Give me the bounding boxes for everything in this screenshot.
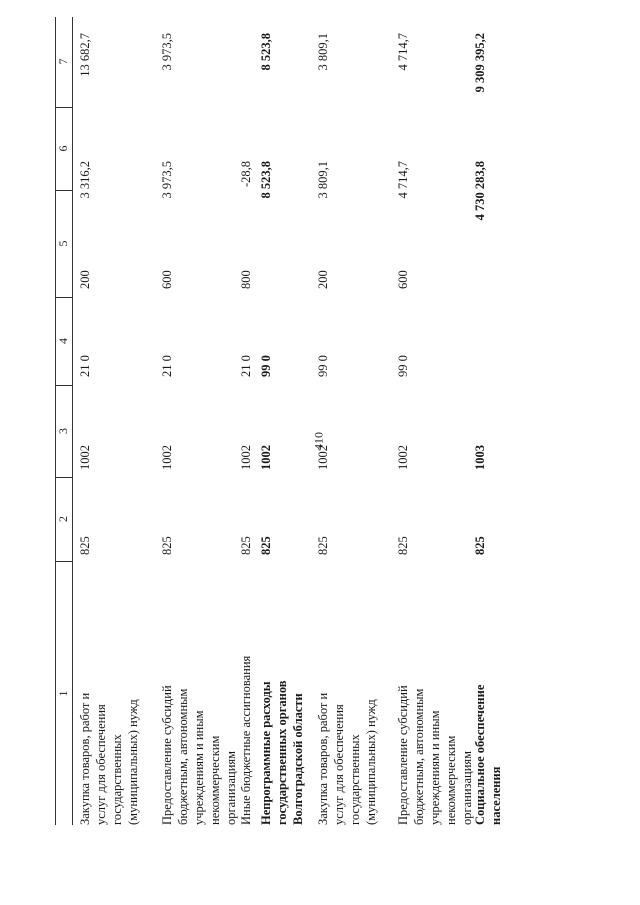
header-cell-7: 7 xyxy=(55,16,72,108)
row-4-expense-type: 200 xyxy=(316,270,330,289)
row-4-ministry-code: 825 xyxy=(316,536,330,555)
header-cell-6: 6 xyxy=(55,107,72,191)
row-2-ministry-code: 825 xyxy=(239,536,253,555)
row-1-ministry-code: 825 xyxy=(160,536,174,555)
row-5-amount-6: 4 714,7 xyxy=(396,161,410,199)
header-bottom-line xyxy=(72,17,73,825)
header-cell-5: 5 xyxy=(55,190,72,298)
row-5-section-code: 1002 xyxy=(396,445,410,470)
row-1-expense-type: 600 xyxy=(160,270,174,289)
row-4-target-code: 99 0 xyxy=(316,355,330,377)
row-5-name: Предоставление субсидий бюджетным, автономным учреждениям и иным некоммерческим организациям xyxy=(396,685,474,825)
header-cell-3: 3 xyxy=(55,385,72,478)
row-6-name: Социальное обеспечение населения xyxy=(473,684,503,825)
row-6-section-code: 1003 xyxy=(473,445,487,470)
row-2-section-code: 1002 xyxy=(239,445,253,470)
budget-table xyxy=(55,17,625,825)
row-6-amount-6: 4 730 283,8 xyxy=(473,161,487,221)
row-5-amount-7: 4 714,7 xyxy=(396,33,410,71)
row-6-ministry-code: 825 xyxy=(473,536,487,555)
header-cell-4: 4 xyxy=(55,297,72,386)
row-6-amount-7: 9 309 395,2 xyxy=(473,33,487,93)
row-5-expense-type: 600 xyxy=(396,270,410,289)
page-number: 410 xyxy=(311,432,326,450)
row-2-amount-6: -28,8 xyxy=(239,161,253,188)
row-2-target-code: 21 0 xyxy=(239,355,253,377)
row-4-amount-6: 3 809,1 xyxy=(316,161,330,199)
header-cell-2: 2 xyxy=(55,477,72,562)
row-5-ministry-code: 825 xyxy=(396,536,410,555)
row-0-amount-6: 3 316,2 xyxy=(78,161,92,199)
row-1-section-code: 1002 xyxy=(160,445,174,470)
row-2-name: Иные бюджетные ассигнования xyxy=(239,655,253,825)
row-4-section-code: 1002 xyxy=(316,445,330,470)
row-1-name: Предоставление субсидий бюджетным, автономным учреждениям и иным некоммерческим организациям xyxy=(160,685,238,825)
row-3-name: Непрограммные расходы государственных органов Волгоградской области xyxy=(259,680,305,825)
row-0-section-code: 1002 xyxy=(78,445,92,470)
row-0-name: Закупка товаров, работ и услуг для обеспечения государственных (муниципальных) нужд xyxy=(78,692,140,825)
row-0-ministry-code: 825 xyxy=(78,536,92,555)
row-0-expense-type: 200 xyxy=(78,270,92,289)
row-3-target-code: 99 0 xyxy=(259,355,273,377)
header-cell-1: 1 xyxy=(56,690,70,697)
row-3-section-code: 1002 xyxy=(259,445,273,470)
row-2-expense-type: 800 xyxy=(239,270,253,289)
row-0-amount-7: 13 682,7 xyxy=(78,33,92,77)
row-4-amount-7: 3 809,1 xyxy=(316,33,330,71)
row-0-target-code: 21 0 xyxy=(78,355,92,377)
row-3-amount-7: 8 523,8 xyxy=(259,33,273,71)
row-3-amount-6: 8 523,8 xyxy=(259,161,273,199)
row-1-target-code: 21 0 xyxy=(160,355,174,377)
row-5-target-code: 99 0 xyxy=(396,355,410,377)
row-1-amount-6: 3 973,5 xyxy=(160,161,174,199)
row-4-name: Закупка товаров, работ и услуг для обеспечения государственных (муниципальных) нужд xyxy=(316,692,378,825)
row-1-amount-7: 3 973,5 xyxy=(160,33,174,71)
row-3-ministry-code: 825 xyxy=(259,536,273,555)
header-row xyxy=(55,17,72,825)
